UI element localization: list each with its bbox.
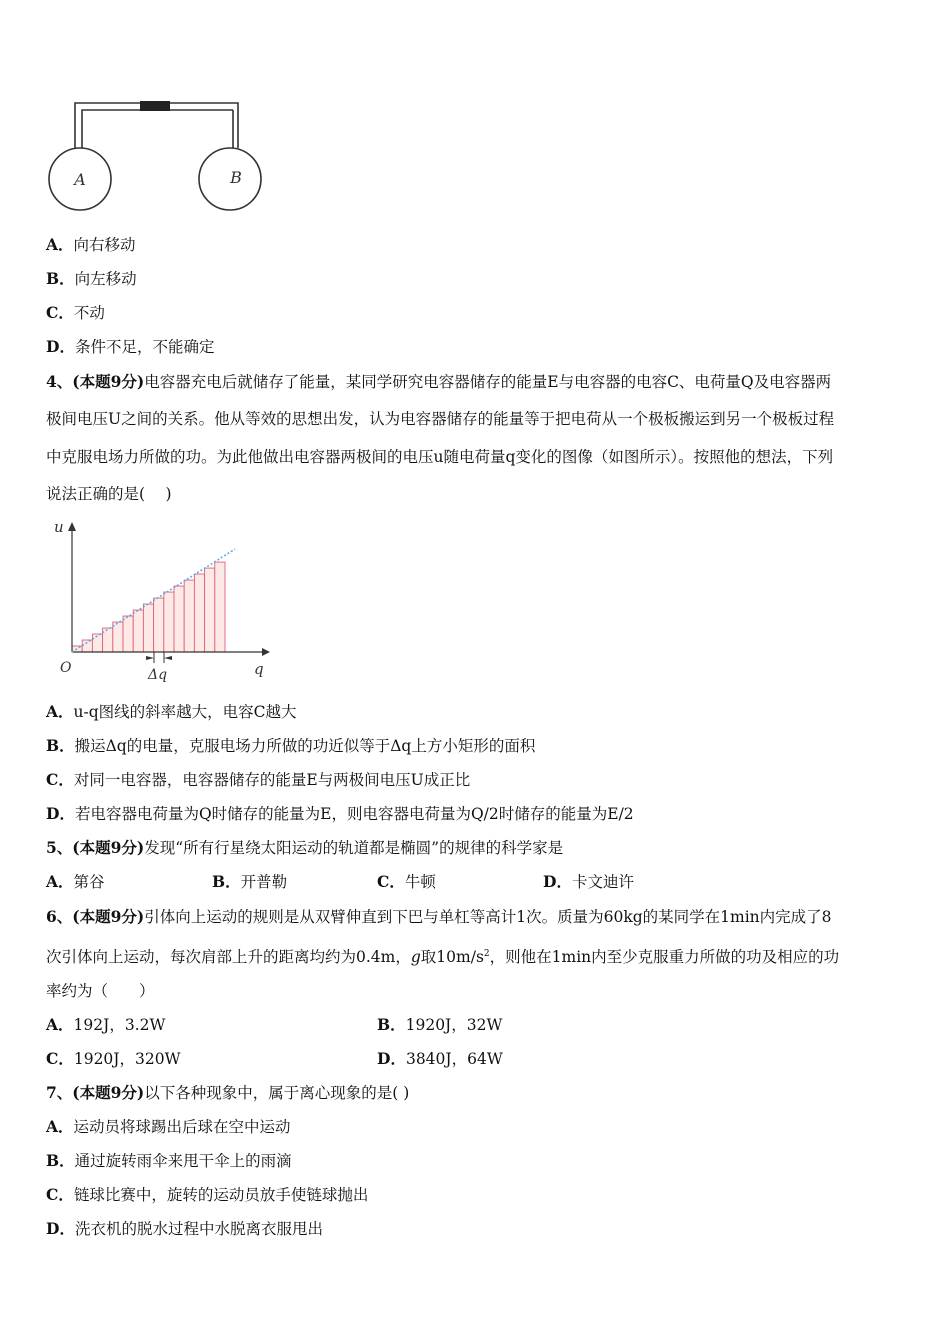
q7-option-b: B．通过旋转雨伞来甩干伞上的雨滴 [46, 1151, 292, 1170]
charge-rectangle [184, 580, 194, 652]
charge-rectangle [113, 622, 123, 652]
delta-q-arrow-left [146, 656, 154, 660]
q4-stem-line-2: 极间电压U之间的关系。他从等效的思想出发，认为电容器储存的能量等于把电荷从一个极板搬运到另一个极板过程 [46, 410, 835, 428]
charge-rectangle [174, 586, 184, 652]
q6-stem-line-1: 6、(本题9分)引体向上运动的规则是从双臂伸直到下巴与单杠等高计1次。质量为60kg的某同学在1min内完成了8 [46, 907, 832, 926]
charge-rectangle [194, 574, 204, 652]
charge-rectangle [133, 610, 143, 652]
q4-option-a: A．u-q图线的斜率越大，电容C越大 [46, 702, 297, 721]
q4-stem-line-3: 中克服电场力所做的功。为此他做出电容器两极间的电压u随电荷量q变化的图像（如图所示）。按照他的想法，下列 [46, 448, 834, 466]
q6-option-d: D．3840J，64W [377, 1049, 503, 1068]
q5-stem: 5、(本题9分)发现“所有行星绕太阳运动的轨道都是椭圆”的规律的科学家是 [46, 838, 564, 857]
q5-points: (本题9分) [72, 838, 145, 857]
q4-number: 4、 [46, 372, 73, 391]
q6-option-b: B．1920J，32W [377, 1015, 503, 1034]
u-q-graph [50, 518, 272, 682]
q6-points: (本题9分) [72, 907, 145, 926]
q7-number: 7、 [46, 1083, 73, 1102]
charge-rectangle [164, 592, 174, 652]
q5-option-c: C．牛顿 [377, 872, 436, 891]
x-axis-arrow [262, 648, 270, 656]
q4-points: (本题9分) [72, 372, 145, 391]
charge-rectangle [103, 628, 113, 652]
charge-rectangle [154, 598, 164, 652]
charge-rectangle [143, 604, 153, 652]
q3-option-c: C．不动 [46, 303, 105, 322]
q4-option-b: B．搬运Δq的电量，克服电场力所做的功近似等于Δq上方小矩形的面积 [46, 736, 536, 755]
q6-option-a: A．192J，3.2W [46, 1015, 166, 1034]
spheres-figure [44, 98, 268, 216]
q3-option-a: A．向右移动 [46, 235, 136, 254]
y-axis-label: u [54, 518, 64, 536]
charge-rectangle [82, 640, 92, 652]
charge-rectangle [215, 562, 225, 652]
q6-stem-line-2: 次引体向上运动，每次肩部上升的距离均约为0.4m，g取$10m/s^2$，则他在1min内至少克服重力所做的功及相应的功 [46, 948, 840, 967]
q5-option-a: A．第谷 [46, 872, 105, 891]
q7-option-c: C．链球比赛中，旋转的运动员放手使链球抛出 [46, 1185, 369, 1204]
tube-plug [140, 101, 170, 111]
q7-option-a: A．运动员将球踢出后球在空中运动 [46, 1117, 291, 1136]
q4-option-c: C．对同一电容器，电容器储存的能量E与两极间电压U成正比 [46, 770, 471, 789]
q6-stem-line-3: 率约为（ ） [46, 982, 155, 1000]
delta-q-arrow-right [164, 656, 172, 660]
q7-option-d: D．洗衣机的脱水过程中水脱离衣服甩出 [46, 1219, 323, 1238]
delta-q-label: Δq [148, 667, 168, 682]
charge-rectangles [72, 562, 225, 652]
q3-option-b: B．向左移动 [46, 269, 137, 288]
q5-option-b: B．开普勒 [212, 872, 288, 891]
x-axis-label: q [254, 660, 264, 678]
sphere-a-label: A [74, 170, 86, 189]
q3-option-d: D．条件不足，不能确定 [46, 337, 215, 356]
q6-option-c: C．1920J，320W [46, 1049, 181, 1068]
charge-rectangle [205, 568, 215, 652]
sphere-b-label: B [230, 168, 242, 187]
q7-points: (本题9分) [72, 1083, 145, 1102]
q4-stem-line-1: 4、(本题9分)电容器充电后就储存了能量，某同学研究电容器储存的能量E与电容器的电容C、电荷量Q及电容器两 [46, 372, 832, 391]
y-axis-arrow [68, 522, 76, 531]
q4-stem-line-4: 说法正确的是( ) [46, 485, 172, 503]
q5-option-d: D．卡文迪许 [543, 872, 634, 891]
q7-stem: 7、(本题9分)以下各种现象中，属于离心现象的是( ) [46, 1083, 410, 1102]
q6-number: 6、 [46, 907, 73, 926]
charge-rectangle [123, 616, 133, 652]
q4-option-d: D．若电容器电荷量为Q时储存的能量为E，则电容器电荷量为Q/2时储存的能量为E/2 [46, 804, 634, 823]
q5-number: 5、 [46, 838, 73, 857]
origin-label: O [60, 660, 72, 676]
